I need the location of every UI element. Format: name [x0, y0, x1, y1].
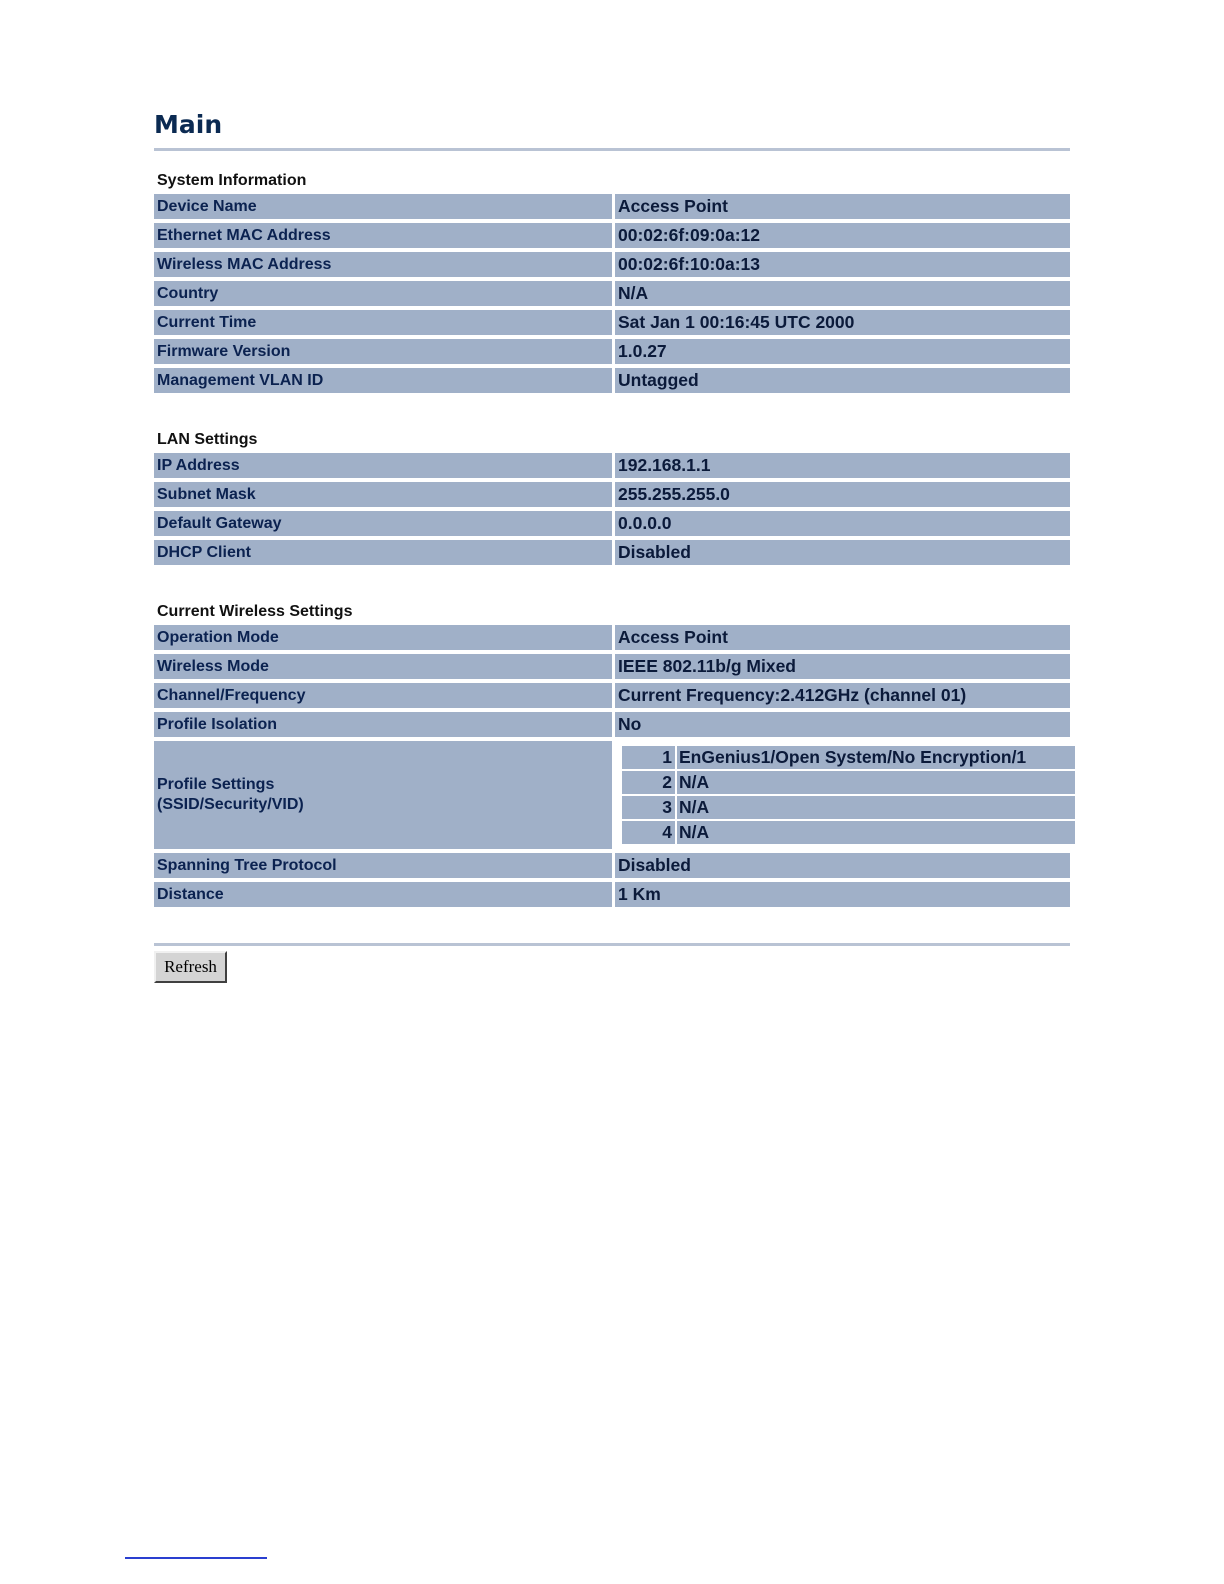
profile-isolation-label: Profile Isolation [154, 712, 615, 737]
management-vlan-label: Management VLAN ID [154, 368, 615, 393]
footer-divider [154, 943, 1070, 946]
profile-settings-label [154, 741, 615, 849]
refresh-button[interactable]: Refresh [154, 951, 227, 983]
table-row [154, 683, 1070, 708]
table-row [154, 223, 1070, 248]
table-row [154, 310, 1070, 335]
profile-number: 1 [622, 746, 677, 769]
country-label: Country [154, 281, 615, 306]
channel-frequency-value: Current Frequency:2.412GHz (channel 01) [615, 683, 1070, 708]
profile-isolation-value: No [615, 712, 1070, 737]
operation-mode-value: Access Point [615, 625, 1070, 650]
table-row [154, 339, 1070, 364]
ethernet-mac-label: Ethernet MAC Address [154, 223, 615, 248]
firmware-version-value: 1.0.27 [615, 339, 1070, 364]
footnote-rule [125, 1557, 267, 1559]
table-row [154, 194, 1070, 219]
spanning-tree-label: Spanning Tree Protocol [154, 853, 615, 878]
dhcp-client-value: Disabled [615, 540, 1070, 565]
table-row [154, 368, 1070, 393]
wireless-settings-table [154, 621, 1070, 911]
table-row [154, 540, 1070, 565]
table-row [154, 252, 1070, 277]
profile-number: 2 [622, 771, 677, 794]
system-information-heading: System Information [157, 172, 307, 189]
main-page [154, 108, 1070, 983]
table-row [154, 654, 1070, 679]
table-row [154, 882, 1070, 907]
lan-settings-heading: LAN Settings [157, 431, 258, 448]
table-row [154, 482, 1070, 507]
table-row [622, 771, 1075, 794]
table-row [154, 453, 1070, 478]
profile-value: N/A [677, 821, 1075, 844]
ethernet-mac-value: 00:02:6f:09:0a:12 [615, 223, 1070, 248]
table-row [154, 511, 1070, 536]
device-name-label: Device Name [154, 194, 615, 219]
wireless-mac-label: Wireless MAC Address [154, 252, 615, 277]
table-row [154, 853, 1070, 878]
table-row [154, 625, 1070, 650]
distance-value: 1 Km [615, 882, 1070, 907]
profile-value: EnGenius1/Open System/No Encryption/1 [677, 746, 1075, 769]
country-value: N/A [615, 281, 1070, 306]
profile-settings-table [622, 744, 1075, 846]
profile-settings-label-line2: (SSID/Security/VID) [157, 796, 304, 813]
default-gateway-label: Default Gateway [154, 511, 615, 536]
table-row [622, 746, 1075, 769]
dhcp-client-label: DHCP Client [154, 540, 615, 565]
wireless-settings-heading: Current Wireless Settings [157, 603, 353, 620]
ip-address-label: IP Address [154, 453, 615, 478]
title-divider [154, 148, 1070, 151]
distance-label: Distance [154, 882, 615, 907]
system-information-table [154, 190, 1070, 397]
table-row [622, 796, 1075, 819]
wireless-mode-label: Wireless Mode [154, 654, 615, 679]
spanning-tree-value: Disabled [615, 853, 1070, 878]
subnet-mask-value: 255.255.255.0 [615, 482, 1070, 507]
profile-number: 3 [622, 796, 677, 819]
current-time-value: Sat Jan 1 00:16:45 UTC 2000 [615, 310, 1070, 335]
device-name-value: Access Point [615, 194, 1070, 219]
firmware-version-label: Firmware Version [154, 339, 615, 364]
page-title: Main [154, 110, 223, 139]
current-time-label: Current Time [154, 310, 615, 335]
profile-settings-label-line1: Profile Settings [157, 776, 275, 793]
channel-frequency-label: Channel/Frequency [154, 683, 615, 708]
table-row [622, 821, 1075, 844]
management-vlan-value: Untagged [615, 368, 1070, 393]
wireless-mac-value: 00:02:6f:10:0a:13 [615, 252, 1070, 277]
profile-settings-value [615, 741, 1070, 849]
profile-value: N/A [677, 771, 1075, 794]
profile-value: N/A [677, 796, 1075, 819]
default-gateway-value: 0.0.0.0 [615, 511, 1070, 536]
table-row [154, 281, 1070, 306]
subnet-mask-label: Subnet Mask [154, 482, 615, 507]
operation-mode-label: Operation Mode [154, 625, 615, 650]
table-row [154, 741, 1070, 849]
table-row [154, 712, 1070, 737]
ip-address-value: 192.168.1.1 [615, 453, 1070, 478]
lan-settings-table [154, 449, 1070, 569]
profile-number: 4 [622, 821, 677, 844]
wireless-mode-value: IEEE 802.11b/g Mixed [615, 654, 1070, 679]
